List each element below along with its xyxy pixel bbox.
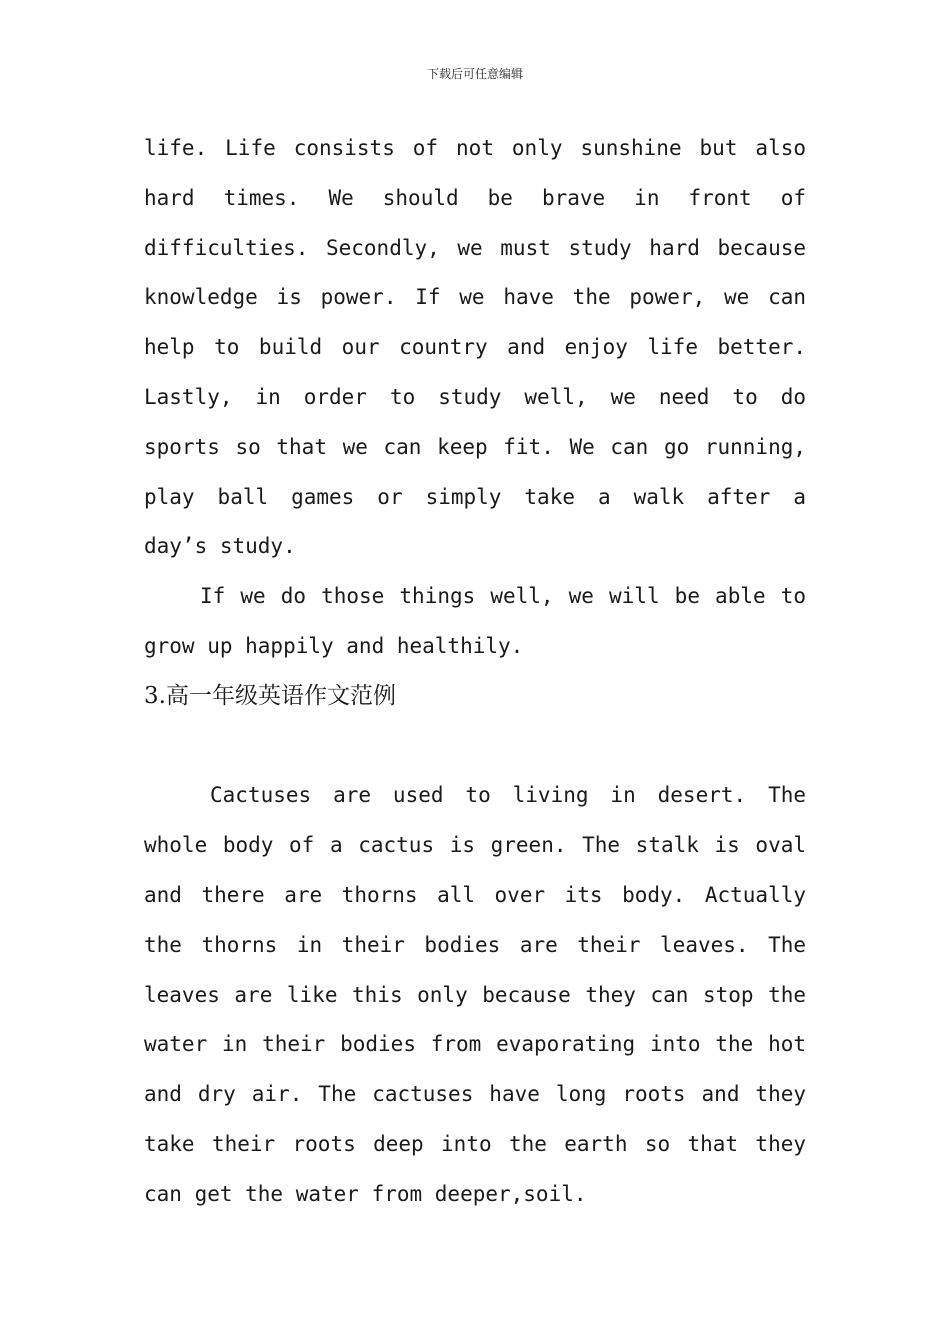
text-line: and dry air. The cactuses have long roots and they [144, 1082, 806, 1107]
text-line: leaves are like this only because they can stop the [144, 982, 806, 1007]
text-line: hard times. We should be brave in front of [144, 185, 806, 210]
text-line: the thorns in their bodies are their leaves. The [144, 932, 806, 957]
text-line: play ball games or simply take a walk after a [144, 484, 806, 509]
text-line: life. Life consists of not only sunshine but also [144, 136, 806, 160]
text-line: Lastly, in order to study well, we need to do [144, 384, 806, 409]
text-line: Cactuses are used to living in desert. The [210, 783, 806, 808]
text-line: take their roots deep into the earth so that they [144, 1131, 806, 1156]
paragraph [144, 771, 806, 1219]
paragraph [144, 572, 806, 672]
text-line: can get the water from deeper,soil. [144, 1181, 587, 1206]
text-line: sports so that we can keep fit. We can go running, [144, 434, 806, 459]
text-line: help to build our country and enjoy life better. [144, 335, 806, 360]
text-line: knowledge is power. If we have the power, we can [144, 285, 806, 310]
text-line: and there are thorns all over its body. Actually [144, 882, 806, 907]
text-line: If we do those things well, we will be able to [200, 584, 806, 609]
text-line: water in their bodies from evaporating into the hot [144, 1032, 806, 1057]
text-line: grow up happily and healthily. [144, 633, 524, 658]
text-line: day’s study. [144, 534, 296, 559]
text-line: difficulties. Secondly, we must study hard because [144, 235, 806, 260]
page-header: 下载后可任意编辑 [426, 67, 523, 81]
text-line: whole body of a cactus is green. The stalk is oval [144, 833, 806, 858]
blank-line [144, 722, 806, 772]
section-heading: 3.高一年级英语作文范例 [144, 682, 396, 709]
paragraph [144, 124, 806, 572]
document-body [144, 124, 806, 1220]
